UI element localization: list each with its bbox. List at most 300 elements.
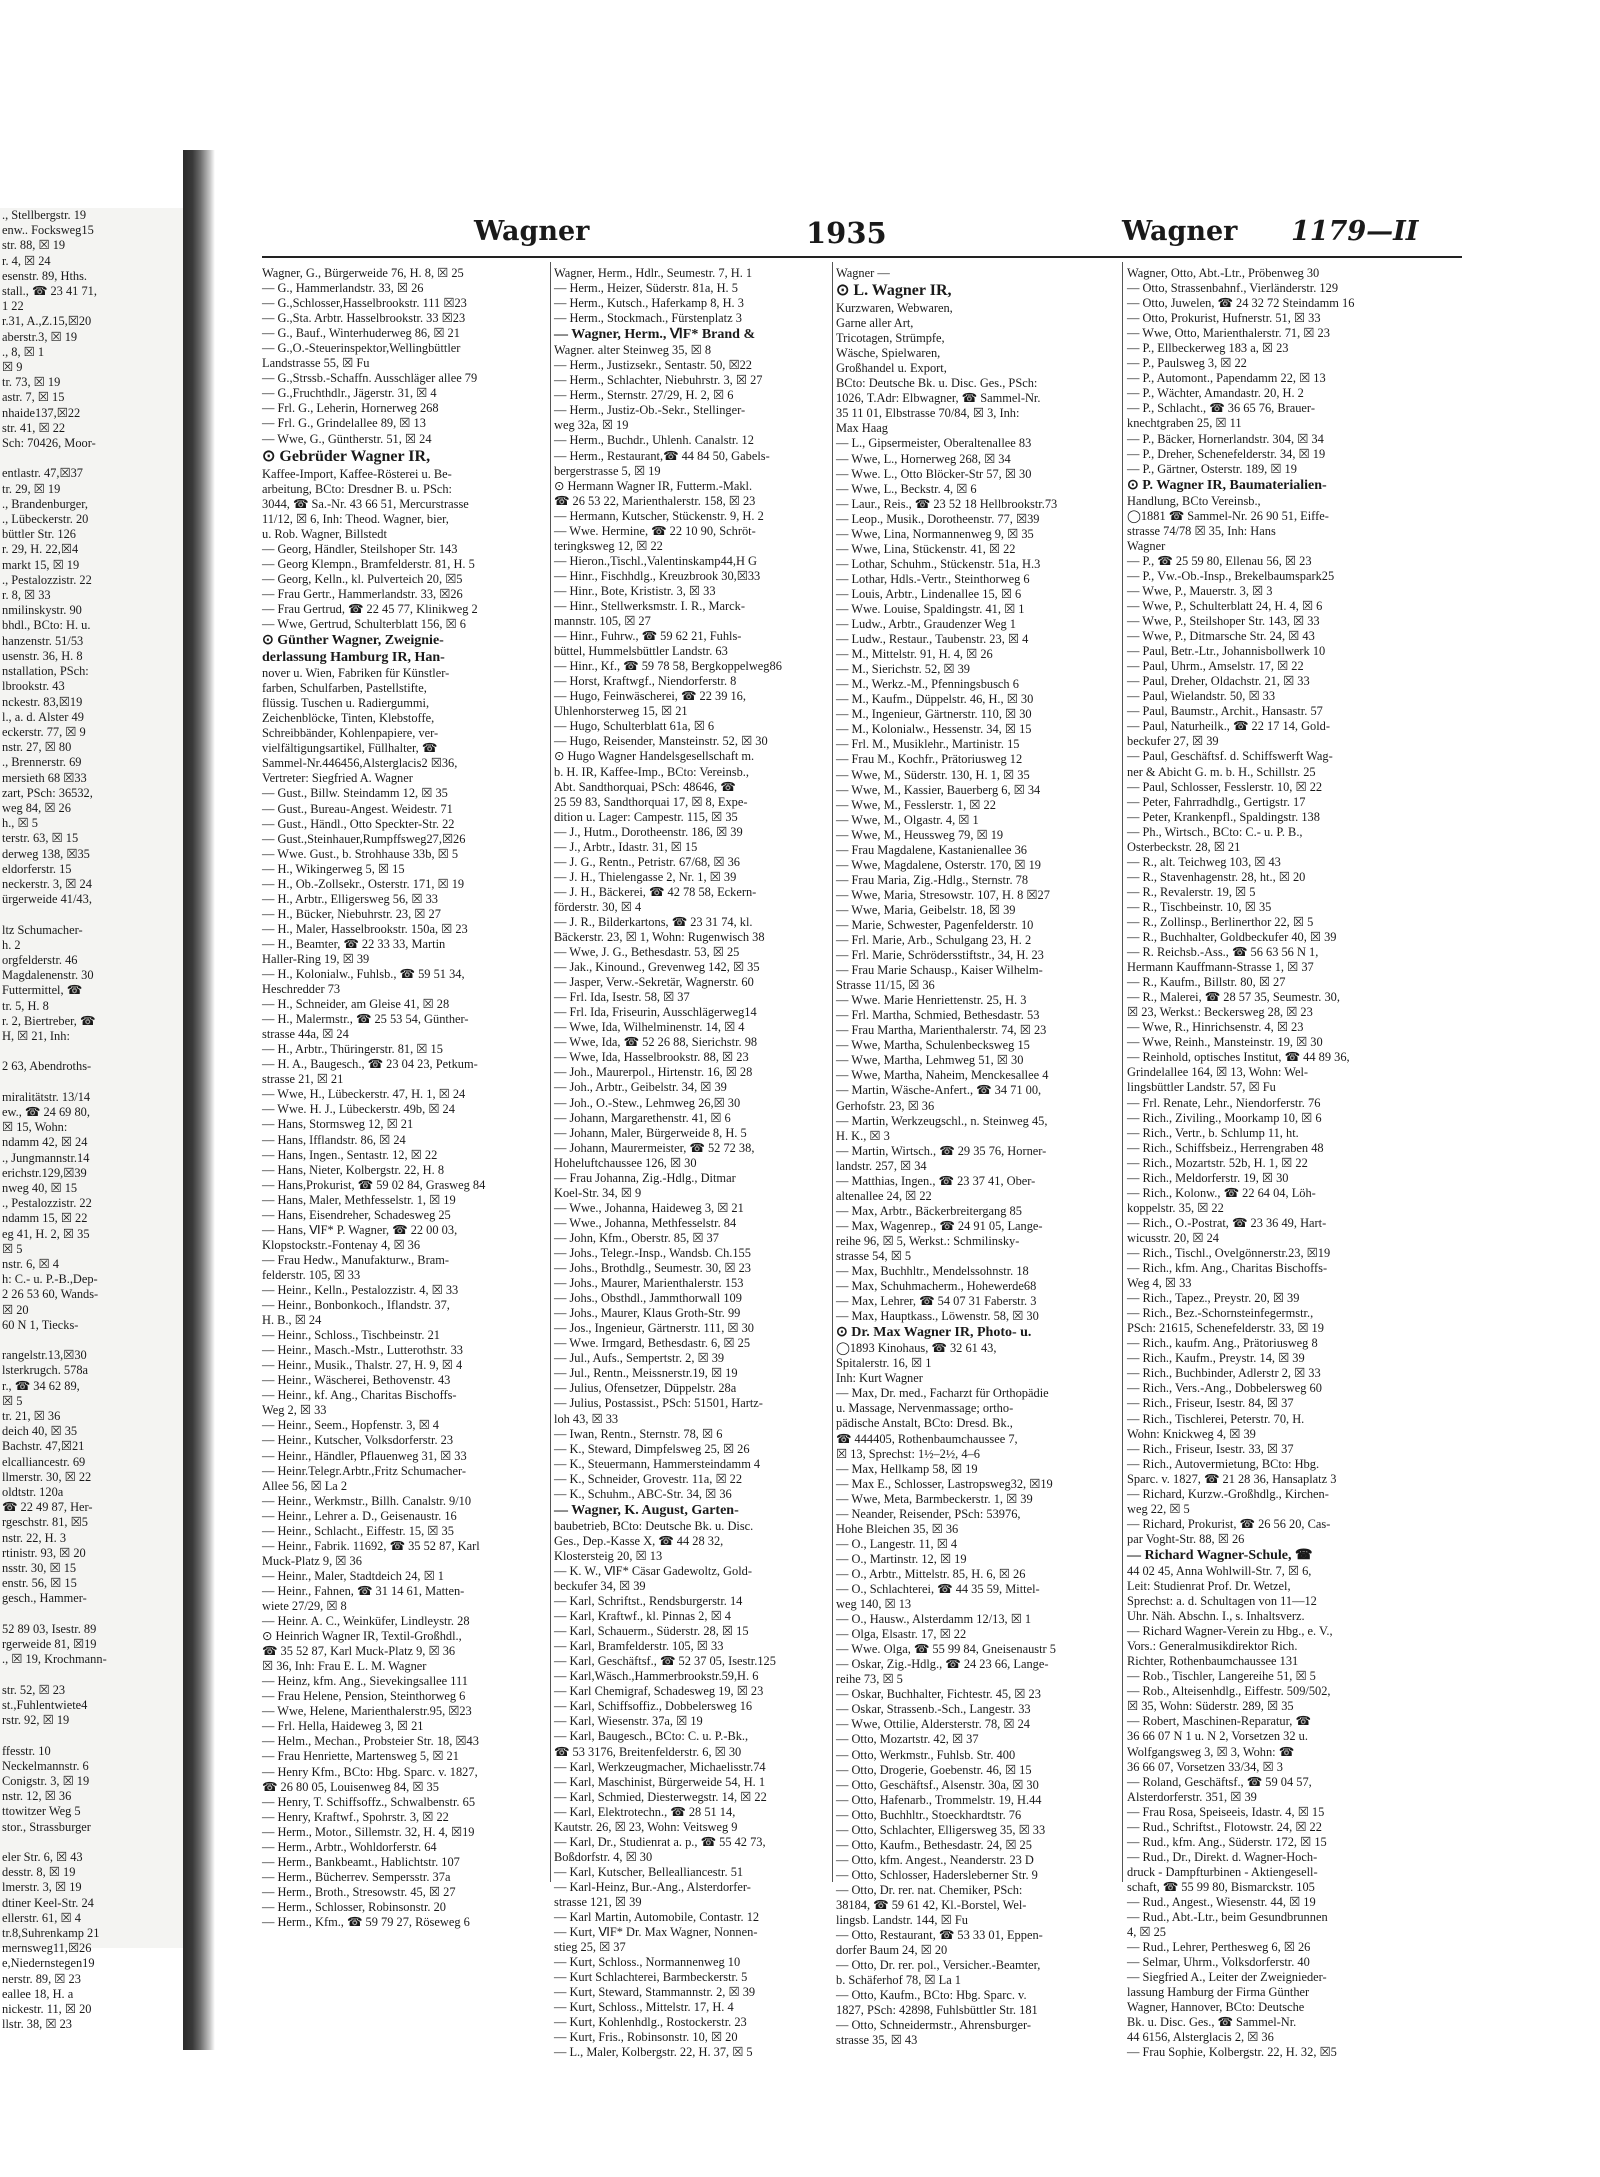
directory-entry: — Max, Buchhltr., Mendelssohnstr. 18 [836,1264,1029,1279]
directory-entry: — Otto, Werkmstr., Fuhlsb. Str. 400 [836,1747,1016,1762]
directory-entry: förderstr. 30, ☒ 4 [554,899,642,914]
directory-entry: — R. Reichsb.-Ass., ☎ 56 63 56 N 1, [1127,945,1319,960]
directory-entry: — O., Arbtr., Mittelstr. 85, H. 6, ☒ 26 [836,1566,1026,1581]
directory-entry: — Karl, Kutscher, Bellealliancestr. 51 [554,1864,744,1879]
directory-column-2 [554,266,838,2060]
directory-entry: — Rich., O.-Postrat, ☎ 23 36 49, Hart- [1127,1215,1327,1230]
facing-page-line: mernsweg11,☒26 [2,1941,92,1956]
header-rule [262,256,1462,258]
directory-entry: büttel, Hummelsbüttler Landstr. 63 [554,644,728,659]
facing-page-line: tr. 73, ☒ 19 [2,375,61,390]
facing-page-line: nerstr. 89, ☒ 23 [2,1971,81,1986]
directory-entry: — Hieron.,Tischl.,Valentinskamp44,H G [554,553,757,568]
directory-entry: — K., Schneider, Grovestr. 11a, ☒ 22 [554,1471,743,1486]
directory-entry: — Frau Maria, Zig.-Hdlg., Sternstr. 78 [836,872,1029,887]
directory-entry: — Georg, Kelln., kl. Pulverteich 20, ☒5 [262,571,463,586]
directory-entry: — Otto, Mozartstr. 42, ☒ 37 [836,1732,979,1747]
directory-entry: — Richard, Prokurist, ☎ 26 56 20, Cas- [1127,1516,1331,1531]
directory-entry: — R., alt. Teichweg 103, ☒ 43 [1127,854,1281,869]
directory-entry: — Marie, Schwester, Pagenfelderstr. 10 [836,917,1034,932]
directory-entry: landstr. 257, ☒ 34 [836,1158,927,1173]
directory-entry: 44 02 45, Anna Wohlwill-Str. 7, ☒ 6, [1127,1563,1312,1578]
directory-entry: — Heinz, kfm. Ang., Sievekingsallee 111 [262,1674,468,1689]
directory-entry: — Johs., Maurer, Klaus Groth-Str. 99 [554,1306,741,1321]
facing-page-line: eallee 18, H. a [2,1986,74,2001]
directory-entry: Osterbeckstr. 28, ☒ 21 [1127,839,1241,854]
facing-page-line: nstallation, PSch: [2,664,89,679]
facing-page-line: 52 89 03, Isestr. 89 [2,1621,97,1636]
directory-entry: — P., ☎ 25 59 80, Ellenau 56, ☒ 23 [1127,553,1312,568]
facing-page-line: Neckelmannstr. 6 [2,1758,89,1773]
directory-entry: — Otto, Schlachter, Elligersweg 35, ☒ 33 [836,1822,1046,1837]
directory-entry: — H., Kolonialw., Fuhlsb., ☎ 59 51 34, [262,967,465,982]
directory-entry: — Otto, kfm. Angest., Neanderstr. 23 D [836,1852,1034,1867]
directory-entry: lassung Hamburg der Firma Günther [1127,1985,1310,2000]
directory-entry: — J. H., Thielengasse 2, Nr. 1, ☒ 39 [554,869,737,884]
directory-entry: H. B., ☒ 24 [262,1313,322,1328]
directory-entry: — Wwe., Johanna, Methfesselstr. 84 [554,1215,737,1230]
directory-entry: — Hugo, Feinwäscherei, ☎ 22 39 16, [554,689,746,704]
directory-firm-heading: ⊙ P. Wagner IR, Baumaterialien- [1127,477,1327,493]
directory-entry: — Rich., Tischl., Ovelgönnerstr.23, ☒19 [1127,1246,1331,1260]
directory-entry: — Martin, Werkzeugschl., n. Steinweg 45, [836,1113,1048,1128]
directory-entry: BCto: Deutsche Bk. u. Disc. Ges., PSch: [836,376,1038,391]
directory-entry: — Herm., Restaurant,☎ 44 84 50, Gabels- [554,448,770,463]
directory-entry: — Wwe, M., Kassier, Bauerberg 6, ☒ 34 [836,782,1041,797]
directory-entry: altenallee 24, ☒ 22 [836,1188,932,1203]
facing-page-line: elcalliancestr. 69 [2,1454,86,1469]
directory-entry: — Wwe, Lina, Stückenstr. 41, ☒ 22 [836,541,1016,556]
facing-page-line: desstr. 8, ☒ 19 [2,1865,76,1880]
directory-entry: weg 22, ☒ 5 [1127,1501,1190,1516]
directory-entry: — Heinr., Schloss., Tischbeinstr. 21 [262,1328,440,1343]
directory-entry: 1026, T.Adr: Elbwagner, ☎ Sammel-Nr. [836,391,1041,406]
directory-entry: — Gust., Händl., Otto Speckter-Str. 22 [262,816,455,831]
facing-page-line: nckestr. 83,☒19 [2,694,83,709]
facing-page-line: tr. 5, H. 8 [2,998,49,1013]
directory-entry: ☎ 444405, Rothenbaumchaussee 7, [836,1431,1018,1446]
directory-entry: — M., Kolonialw., Hessenstr. 34, ☒ 15 [836,722,1032,737]
page-header [262,212,1462,252]
directory-entry: — Karl, Schiffsoffiz., Dobbelersweg 16 [554,1699,753,1714]
directory-entry: — Julius, Ofensetzer, Düppelstr. 28a [554,1381,737,1396]
directory-entry: — K., Steward, Dimpfelsweg 25, ☒ 26 [554,1441,750,1456]
directory-entry: — Heinr., Werkmstr., Billh. Canalstr. 9/10 [262,1493,472,1508]
directory-entry: Heschredder 73 [262,982,341,997]
facing-page-line [0,1835,183,1850]
directory-entry: — Karl, Bramfelderstr. 105, ☒ 33 [554,1639,724,1654]
directory-column-4 [1127,266,1411,2060]
directory-entry: strasse 54, ☒ 5 [836,1249,912,1263]
directory-entry: — G.,O.-Steuerinspektor,Wellingbüttler [262,341,461,356]
facing-page-line: derweg 138, ☒35 [2,846,90,861]
directory-entry: — R., Tischbeinstr. 10, ☒ 35 [1127,899,1272,914]
facing-page-line: erichstr.129,☒39 [2,1165,87,1180]
directory-entry: — Joh., Arbtr., Geibelstr. 34, ☒ 39 [554,1080,727,1095]
directory-entry: Wagner [1127,538,1166,553]
facing-page-line: ☒ 20 [2,1302,29,1317]
facing-page-line: r. 8, ☒ 33 [2,588,51,603]
facing-page-line [0,1607,183,1622]
directory-entry: — Rich., Kolonw., ☎ 22 64 04, Löh- [1127,1185,1316,1200]
facing-page-line: nstr. 6, ☒ 4 [2,1257,59,1272]
directory-entry: — Frau Johanna, Zig.-Hdlg., Ditmar [554,1170,736,1185]
facing-page-line: miralitätstr. 13/14 [2,1089,91,1104]
directory-entry: — Frau Gertr., Hammerlandstr. 33, ☒26 [262,586,463,601]
directory-entry: ☎ 35 52 87, Karl Muck-Platz 9, ☒ 36 [262,1644,456,1659]
facing-page-line: weg 84, ☒ 26 [2,800,71,815]
directory-entry: 36 66 07, Vorsetzen 33/34, ☒ 3 [1127,1759,1283,1774]
directory-entry: Richter, Rothenbaumchaussee 131 [1127,1654,1299,1669]
directory-entry: — Heinr., Seem., Hopfenstr. 3, ☒ 4 [262,1418,439,1433]
directory-entry: — Herm., Schlosser, Robinsonstr. 20 [262,1899,446,1914]
directory-entry: — Oskar, Zig.-Hdlg., ☎ 24 23 66, Lange- [836,1657,1049,1672]
facing-page-line: ., Brennerstr. 69 [2,755,82,770]
directory-entry: — O., Hausw., Alsterdamm 12/13, ☒ 1 [836,1612,1032,1627]
facing-page-line: str. 88, ☒ 19 [2,238,66,253]
column-divider [1122,262,1123,1882]
directory-entry: Muck-Platz 9, ☒ 36 [262,1553,362,1568]
directory-entry: — Gust., Billw. Steindamm 12, ☒ 35 [262,786,448,801]
directory-entry: — Heinr. A. C., Weinküfer, Lindleystr. 28 [262,1614,470,1629]
directory-entry: — P., Dreher, Schenefelderstr. 34, ☒ 19 [1127,446,1326,461]
directory-entry: — Wwe, M., Heussweg 79, ☒ 19 [836,827,1004,842]
facing-page-line: h. 2 [2,937,21,952]
directory-entry: — Otto, Kaufm., Bethesdastr. 24, ☒ 25 [836,1837,1032,1852]
facing-page-line: oldtstr. 120a [2,1485,64,1500]
directory-entry: — G.,Sta. Arbtr. Hasselbrookstr. 33 ☒23 [262,311,466,326]
directory-entry: ◯1893 Kinohaus, ☎ 32 61 43, [836,1341,997,1356]
directory-entry: — Wwe, Meta, Barmbeckerstr. 1, ☒ 39 [836,1491,1033,1506]
directory-entry: — Helm., Mechan., Probsteier Str. 18, ☒43 [262,1734,479,1749]
directory-entry: — Laur., Reis., ☎ 23 52 18 Hellbrookstr.73 [836,496,1058,511]
directory-entry: loh 43, ☒ 33 [554,1411,619,1426]
directory-entry: — Hans, Stormsweg 12, ☒ 21 [262,1117,414,1132]
facing-page-line: gesch., Hammer- [2,1591,87,1606]
directory-entry: — Hans, ⅥF* P. Wagner, ☎ 22 00 03, [262,1222,458,1237]
directory-entry: — Paul, Betr.-Ltr., Johannisbollwerk 10 [1127,644,1326,659]
facing-page-line: ☒ 15, Wohn: [2,1120,68,1135]
directory-entry: — Reinhold, optisches Institut, ☎ 44 89 36, [1127,1050,1350,1065]
directory-entry: — P., Automont., Papendamm 22, ☒ 13 [1127,371,1326,386]
directory-entry: — Wwe, Lina, Normannenweg 9, ☒ 35 [836,526,1034,541]
directory-entry: — K., Schuhm., ABC-Str. 34, ☒ 36 [554,1486,732,1501]
facing-page-line: e,Niedernstegen19 [2,1956,95,1971]
facing-page-line: rgerweide 81, ☒19 [2,1637,97,1652]
directory-entry: stieg 25, ☒ 37 [554,1940,626,1955]
directory-entry: — Frau Helene, Pension, Steinthorweg 6 [262,1689,466,1704]
directory-entry: — O., Langestr. 11, ☒ 4 [836,1536,958,1551]
directory-entry: — Herm., Schlachter, Niebuhrstr. 3, ☒ 27 [554,373,763,388]
directory-entry: — Wwe, Ida, Hasselbrookstr. 88, ☒ 23 [554,1050,749,1065]
directory-entry: — Heinr., Fabrik. 11692, ☎ 35 52 87, Karl [262,1538,480,1553]
directory-entry: — Oskar, Buchhalter, Fichtestr. 45, ☒ 23 [836,1687,1041,1702]
directory-entry: — O., Martinstr. 12, ☒ 19 [836,1551,967,1566]
facing-page-line: Magdalenenstr. 30 [2,968,94,983]
facing-page-line [0,1075,183,1090]
directory-entry: teringksweg 12, ☒ 22 [554,538,663,553]
facing-page-line: str. 52, ☒ 23 [2,1682,66,1697]
facing-page-line: r.31, A.,Z.15,☒20 [2,314,92,329]
directory-entry: Wolfgangsweg 3, ☒ 3, Wohn: ☎ [1127,1744,1295,1759]
directory-entry: — Wwe. Gust., b. Strohhause 33b, ☒ 5 [262,846,459,861]
directory-entry: Hoheluftchaussee 126, ☒ 30 [554,1155,697,1170]
facing-page-line: bhdl., BCto: H. u. [2,618,91,633]
directory-entry: — Ludw., Arbtr., Graudenzer Weg 1 [836,617,1016,632]
directory-entry: — Hans, Nieter, Kolbergstr. 22, H. 8 [262,1162,445,1177]
directory-entry: 35 11 01, Elbstrasse 70/84, ☒ 3, Inh: [836,406,1020,421]
directory-entry: — Rud., Lehrer, Perthesweg 6, ☒ 26 [1127,1940,1311,1955]
directory-entry: ☎ 26 80 05, Louisenweg 84, ☒ 35 [262,1779,439,1794]
directory-entry: — H., Arbtr., Elligersweg 56, ☒ 33 [262,891,438,906]
directory-entry: — Martin, Wirtsch., ☎ 29 35 76, Horner- [836,1143,1047,1158]
facing-page-line: str. 41, ☒ 22 [2,420,66,435]
facing-page-line: nstr. 12, ☒ 36 [2,1789,72,1804]
directory-entry: — Wwe, Martha, Naheim, Menckesallee 4 [836,1068,1049,1083]
directory-entry: Sparc. v. 1827, ☎ 21 28 36, Hansaplatz 3 [1127,1471,1337,1486]
directory-entry: — Rich., Vertr., b. Schlump 11, ht. [1127,1125,1299,1140]
directory-entry: Koel-Str. 34, ☒ 9 [554,1185,642,1200]
directory-entry: — Richard Wagner-Verein zu Hbg., e. V., [1127,1624,1333,1639]
facing-page-line: lsterkrugch. 578a [2,1363,89,1378]
facing-page-line [0,451,183,466]
directory-entry: — Paul, Schlosser, Fesslerstr. 10, ☒ 22 [1127,779,1323,794]
directory-entry: — H., Schneider, am Gleise 41, ☒ 28 [262,997,450,1012]
facing-page-line: enstr. 56, ☒ 15 [2,1576,77,1591]
facing-page-line: llstr. 38, ☒ 23 [2,2017,72,2032]
directory-entry: — Rich., Mozartstr. 52b, H. 1, ☒ 22 [1127,1155,1308,1170]
directory-entry: — John, Kfm., Oberstr. 85, ☒ 37 [554,1230,719,1245]
facing-page-line: tr. 29, ☒ 19 [2,481,61,496]
directory-entry: — Herm., Kfm., ☎ 59 79 27, Röseweg 6 [262,1914,470,1929]
directory-entry: — Hans,Prokurist, ☎ 59 02 84, Grasweg 84 [262,1177,486,1192]
facing-page-line [0,1044,183,1059]
directory-entry: — Neander, Reisender, PSch: 53976, [836,1506,1021,1521]
directory-entry: — Paul, Wielandstr. 50, ☒ 33 [1127,689,1276,704]
directory-entry: — Otto, Hafenarb., Trommelstr. 19, H.44 [836,1792,1042,1807]
facing-page-line: nickestr. 11, ☒ 20 [2,2001,92,2016]
directory-entry: — Wwe, Martha, Lehmweg 51, ☒ 30 [836,1053,1024,1068]
directory-entry: pädische Anstalt, BCto: Dresd. Bk., [836,1416,1013,1431]
facing-page-line: ., 8, ☒ 1 [2,344,45,359]
directory-entry: — Selmar, Uhrm., Volksdorferstr. 40 [1127,1955,1310,1970]
directory-entry: — R., Kaufm., Billstr. 80, ☒ 27 [1127,975,1286,990]
directory-entry: — Heinr., kf. Ang., Charitas Bischoffs- [262,1388,457,1403]
directory-entry: ⊙ Heinrich Wagner IR, Textil-Großhdl., [262,1629,462,1644]
directory-entry: — Henry Kfm., BCto: Hbg. Sparc. v. 1827, [262,1764,478,1779]
directory-entry: — Hugo, Reisender, Mansteinstr. 52, ☒ 30 [554,734,768,749]
directory-entry: — Rich., Tischlerei, Peterstr. 70, H. [1127,1411,1305,1426]
directory-entry: Großhandel u. Export, [836,361,947,376]
directory-entry: Zeichenblöcke, Tinten, Klebstoffe, [262,711,435,726]
directory-entry: — J., Hutm., Dorotheenstr. 186, ☒ 39 [554,824,743,839]
facing-page-line: r. 4, ☒ 24 [2,253,51,268]
directory-entry: — Otto, Schneidermstr., Ahrensburger- [836,2018,1031,2033]
directory-entry: — Heinr., Maler, Stadtdeich 24, ☒ 1 [262,1568,444,1583]
directory-entry: — Frau Hedw., Manufakturw., Bram- [262,1252,449,1267]
directory-entry: strasse 44a, ☒ 24 [262,1027,349,1042]
facing-page-line: Bachstr. 47,☒21 [2,1439,85,1454]
facing-page-line: tr.8,Suhrenkamp 21 [2,1925,100,1940]
directory-entry: — Kurt, Schloss., Normannenweg 10 [554,1955,741,1970]
directory-entry: — Wwe, P., Steilshoper Str. 143, ☒ 33 [1127,614,1320,629]
directory-entry: Weg 4, ☒ 33 [1127,1276,1192,1291]
facing-page-line: deich 40, ☒ 35 [2,1424,78,1439]
directory-entry: — Gust., Bureau-Angest. Weidestr. 71 [262,801,453,816]
facing-page-line: tr. 21, ☒ 36 [2,1409,61,1424]
directory-entry: Max Haag [836,421,888,436]
directory-entry: Uhlenhorsterweg 15, ☒ 21 [554,704,688,719]
directory-entry: — Karl, Baugesch., BCto: C. u. P.-Bk., [554,1729,749,1744]
directory-entry: — Jos., Ingenieur, Gärtnerstr. 111, ☒ 30 [554,1321,754,1336]
directory-entry: — Heinr., Fahnen, ☎ 31 14 61, Matten- [262,1583,465,1598]
directory-entry: — J. R., Bilderkartons, ☎ 23 31 74, kl. [554,914,753,929]
directory-entry: wiete 27/29, ☒ 8 [262,1598,347,1613]
directory-entry: Klostersteig 20, ☒ 13 [554,1548,663,1563]
directory-entry: — Frl. Ida, Friseurin, Ausschlägerweg14 [554,1005,757,1020]
directory-entry: — Rud., Dr., Direkt. d. Wagner-Hoch- [1127,1849,1318,1864]
directory-column-3 [836,266,1120,2048]
facing-page-line: ffesstr. 10 [2,1743,51,1758]
facing-page-line: rstr. 92, ☒ 19 [2,1713,70,1728]
directory-entry: — Heinr., Kelln., Pestalozzistr. 4, ☒ 33 [262,1283,459,1297]
facing-page-line: ., Stellbergstr. 19 [2,208,87,222]
facing-page-line: st.,Fuhlentwiete4 [2,1697,88,1712]
directory-entry: 44 6156, Alsterglacis 2, ☒ 36 [1127,2030,1274,2045]
directory-entry: Vertreter: Siegfried A. Wagner [262,771,413,786]
directory-entry: — Heinr., Bonbonkoch., Iflandstr. 37, [262,1298,450,1313]
directory-entry: — Wwe, M., Fesslerstr. 1, ☒ 22 [836,797,996,812]
directory-entry: — G.,Fruchthdlr., Jägerstr. 31, ☒ 4 [262,386,437,401]
directory-entry: — Karl, Schauerm., Süderstr. 28, ☒ 15 [554,1624,749,1639]
directory-entry: Wagner, Otto, Abt.-Ltr., Pröbenweg 30 [1127,266,1320,280]
directory-entry: — Heinr., Musik., Thalstr. 27, H. 9, ☒ 4 [262,1358,463,1373]
facing-page-line: ., Lübeckerstr. 20 [2,512,89,527]
directory-entry: — Herm., Broth., Stresowstr. 45, ☒ 27 [262,1884,456,1899]
directory-entry: — Peter, Krankenpfl., Spaldingstr. 138 [1127,809,1320,824]
directory-entry: — Wwe, J. G., Bethesdastr. 53, ☒ 25 [554,945,740,960]
directory-entry: — Wwe. Marie Henriettenstr. 25, H. 3 [836,993,1027,1008]
directory-entry: Wohn: Knickweg 4, ☒ 39 [1127,1426,1256,1441]
directory-entry: — Jasper, Verw.-Sekretär, Wagnerstr. 60 [554,975,754,990]
directory-entry: — Max, Wagenrep., ☎ 24 91 05, Lange- [836,1218,1043,1233]
directory-entry: Klopstockstr.-Fontenay 4, ☒ 36 [262,1237,421,1252]
directory-entry: — Hinr., Fischhdlg., Kreuzbrook 30,☒33 [554,568,761,583]
directory-entry: farben, Schulfarben, Pastellstifte, [262,681,427,696]
directory-entry: — G., Hammerlandstr. 33, ☒ 26 [262,281,424,296]
directory-entry: Wagner, Herm., Hdlr., Seumestr. 7, H. 1 [554,266,753,280]
directory-entry: Kaffee-Import, Kaffee-Rösterei u. Be- [262,466,452,481]
directory-entry: — Hinr., Stellwerksmstr. I. R., Marck- [554,598,746,613]
directory-entry: ner & Abicht G. m. b. H., Schillstr. 25 [1127,764,1316,779]
directory-entry: nover u. Wien, Fabriken für Künstler- [262,666,450,681]
directory-entry: — Martin, Wäsche-Anfert., ☎ 34 71 00, [836,1083,1042,1098]
directory-entry: — O., Schlachterei, ☎ 44 35 59, Mittel- [836,1581,1040,1596]
directory-entry: — Johs., Obsthdl., Jammthorwall 109 [554,1291,742,1306]
directory-entry: — Siegfried A., Leiter der Zweignieder- [1127,1970,1327,1985]
directory-entry: — Heinr., Wäscherei, Bethovenstr. 43 [262,1373,451,1388]
directory-entry: — Frau Gertrud, ☎ 22 45 77, Klinikweg 2 [262,601,478,616]
directory-entry: beckufer 34, ☒ 39 [554,1578,646,1593]
directory-entry: — Matthias, Ingen., ☎ 23 37 41, Ober- [836,1173,1036,1188]
directory-entry: 38184, ☎ 59 61 42, Kl.-Borstel, Wel- [836,1897,1027,1912]
directory-entry: — Wwe, Reinh., Mansteinstr. 19, ☒ 30 [1127,1035,1323,1050]
directory-entry: Ges., Dep.-Kasse X, ☎ 44 28 32, [554,1533,724,1548]
facing-page-line: ☒ 5 [2,1393,23,1408]
directory-entry: — Karl Chemigraf, Schadesweg 19, ☒ 23 [554,1684,764,1699]
directory-entry: — Wwe, H., Lübeckerstr. 47, H. 1, ☒ 24 [262,1087,466,1102]
directory-entry: — Wwe. Irmgard, Bethesdastr. 6, ☒ 25 [554,1336,751,1351]
directory-entry: 1827, PSch: 42898, Fuhlsbüttler Str. 181 [836,2003,1038,2018]
directory-entry: — Hans, Eisendreher, Schadesweg 25 [262,1207,451,1222]
directory-entry: reihe 96, ☒ 5, Werkst.: Schmilinsky- [836,1233,1020,1248]
directory-entry: — Max, Schuhmacherm., Hohewerde68 [836,1279,1037,1294]
facing-page-line: usenstr. 36, H. 8 [2,648,83,663]
directory-entry: ☒ 23, Werkst.: Beckersweg 28, ☒ 23 [1127,1005,1313,1020]
facing-page-line: stor., Strassburger [2,1819,91,1834]
directory-entry: — Lothar, Hdls.-Vertr., Steinthorweg 6 [836,571,1030,586]
directory-entry: Sammel-Nr.446456,Alsterglacis2 ☒36, [262,756,458,771]
directory-entry: — Kurt Schlachterei, Barmbeckerstr. 5 [554,1970,748,1985]
facing-page-line: r. 29, H. 22,☒4 [2,542,79,557]
directory-entry: — L., Maler, Kolbergstr. 22, H. 37, ☒ 5 [554,2045,753,2060]
directory-firm-heading: — Richard Wagner-Schule, ☎ [1127,1547,1313,1563]
directory-entry: — Otto, Restaurant, ☎ 53 33 01, Eppen- [836,1928,1043,1943]
directory-entry: Handlung, BCto Vereinsb., [1127,493,1261,508]
directory-entry: — R., Buchhalter, Goldbeckufer 40, ☒ 39 [1127,930,1337,945]
facing-page-line: ., Pestalozzistr. 22 [2,1196,92,1211]
directory-entry: 3044, ☎ Sa.-Nr. 43 66 51, Mercurstrasse [262,496,469,511]
directory-entry: — Rob., Alteisenhdlg., Eiffestr. 509/502, [1127,1684,1331,1699]
facing-page-line: 2 63, Abendroths- [2,1059,92,1074]
directory-entry: mannstr. 105, ☒ 27 [554,614,651,629]
directory-entry: knechtgraben 25, ☒ 11 [1127,416,1242,431]
directory-entry: Sprechst: a. d. Schultagen von 11—12 [1127,1594,1317,1609]
directory-firm-heading: ⊙ Gebrüder Wagner IR, [262,447,431,465]
directory-entry: — Herm., Bücherrev. Sempersstr. 37a [262,1869,451,1884]
directory-entry: — Gust.,Steinhauer,Rumpffsweg27,☒26 [262,831,466,846]
directory-entry: — P., Bäcker, Hornerlandstr. 304, ☒ 34 [1127,431,1324,446]
directory-entry: lingsbüttler Landstr. 57, ☒ Fu [1127,1080,1276,1095]
directory-entry: — H., Arbtr., Thüringerstr. 81, ☒ 15 [262,1042,443,1057]
directory-entry: — H. A., Baugesch., ☎ 23 04 23, Petkum- [262,1057,478,1072]
facing-page-line: H, ☒ 21, Inh: [2,1028,70,1043]
directory-entry: arbeitung, BCto: Dresdner B. u. PSch: [262,481,452,496]
directory-entry: — Leop., Musik., Dorotheenstr. 77, ☒39 [836,511,1040,526]
directory-entry: — Max, Lehrer, ☎ 54 07 31 Faberstr. 3 [836,1294,1037,1309]
directory-entry: — Ph., Wirtsch., BCto: C.- u. P. B., [1127,824,1303,839]
facing-page-line: neckerstr. 3, ☒ 24 [2,876,92,891]
directory-firm-heading: — Wagner, Herm., ⅥF* Brand & [554,327,756,343]
directory-entry: — H., Ob.-Zollsekr., Osterstr. 171, ☒ 19 [262,876,465,891]
directory-entry: — Johs., Maurer, Marienthalerstr. 153 [554,1276,744,1291]
facing-page-line: zart, PSch: 36532, [2,785,93,800]
directory-entry: — Henry, Kraftwf., Spohrstr. 3, ☒ 22 [262,1809,449,1824]
directory-entry: ◯1881 ☎ Sammel-Nr. 26 90 51, Eiffe- [1127,508,1329,523]
facing-page-line: ttowitzer Weg 5 [2,1804,81,1819]
directory-firm-heading: — Wagner, K. August, Garten- [554,1502,739,1518]
directory-entry: Kautstr. 26, ☒ 23, Wohn: Veitsweg 9 [554,1819,738,1834]
directory-entry: — R., Zollinsp., Berlinerthor 22, ☒ 5 [1127,914,1314,929]
directory-entry: — Oskar, Strassenb.-Sch., Langestr. 33 [836,1702,1031,1717]
directory-entry: — Paul, Baumstr., Archit., Hansastr. 57 [1127,704,1323,719]
directory-entry: — H., Bücker, Niebuhrstr. 23, ☒ 27 [262,906,441,921]
directory-entry: — Otto, Drogerie, Goebenstr. 46, ☒ 15 [836,1762,1032,1777]
left-page-strip [0,208,183,2032]
directory-entry: vielfältigungsartikel, Füllhalter, ☎ [262,741,438,756]
directory-entry: — Wwe. Olga, ☎ 55 99 84, Gneisenaustr 5 [836,1642,1056,1657]
directory-entry: Haller-Ring 19, ☒ 39 [262,951,370,966]
